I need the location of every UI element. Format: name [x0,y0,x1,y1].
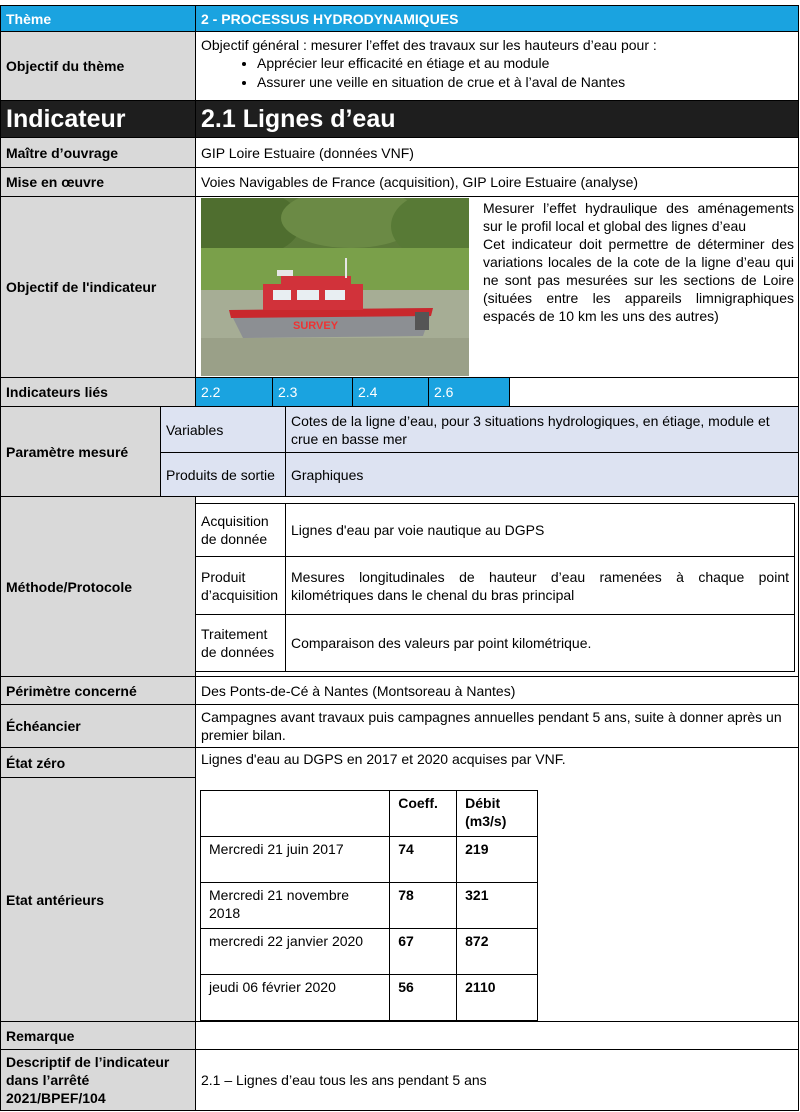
table-cell-coeff: 74 [390,837,457,883]
objectif-theme-bullets [201,54,793,92]
indicateur-lie-link[interactable]: 2.2 [195,377,273,407]
table-cell-coeff: 67 [390,929,457,975]
table-cell-coeff: 56 [390,975,457,1021]
table-row [201,837,538,883]
perimetre-value: Des Ponts-de-Cé à Nantes (Montsoreau à Nantes) [195,676,799,705]
mise-en-oeuvre-value: Voies Navigables de France (acquisition), GIP Loire Estuaire (analyse) [195,167,799,197]
variables-value: Cotes de la ligne d’eau, pour 3 situations hydrologiques, en étiage, module et crue en basse mer [285,406,799,453]
objectif-indicateur-para2: Cet indicateur doit permettre de déterminer des variations locales de la cote de la ligne d’eau qui ne sont pas mesurées sur les sections de Loire (situées entre les appareils limnigraphiques espacés de 10 km les uns des autres) [483,236,794,324]
survey-boat-lettering: SURVEY [293,320,339,332]
remarque-label: Remarque [0,1021,196,1050]
descriptif-value: 2.1 – Lignes d’eau tous les ans pendant 5 ans [195,1049,799,1111]
table-row [201,883,538,929]
theme-label: Thème [0,5,196,32]
table-header-cell: Débit (m3/s) [457,791,538,837]
descriptif-label: Descriptif de l’indicateur dans l’arrêté 2021/BPEF/104 [0,1049,196,1111]
table-cell-coeff: 78 [390,883,457,929]
objectif-indicateur-text [483,199,794,325]
methode-row-label: Traitement de données [195,614,286,672]
methode-row-value: Mesures longitudinales de hauteur d’eau ramenées à chaque point kilométriques dans le chenal du bras principal [285,556,795,615]
methode-row-label: Produit d’acquisition [195,556,286,615]
indicateur-label: Indicateur [0,100,196,138]
table-row [201,929,538,975]
table-cell-date: jeudi 06 février 2020 [201,975,390,1021]
objectif-indicateur-label: Objectif de l'indicateur [0,196,196,378]
objectif-theme-bullet: • Apprécier leur efficacité en étiage et au module [257,54,793,73]
objectif-theme-bullet: • Assurer une veille en situation de crue et à l’aval de Nantes [257,73,793,92]
echeancier-label: Échéancier [0,704,196,748]
table-cell-debit: 2110 [457,975,538,1021]
etat-anterieurs-table [200,790,538,1021]
parametre-label: Paramètre mesuré [0,406,161,497]
table-header-cell: Coeff. [390,791,457,837]
methode-row-value: Lignes d'eau par voie nautique au DGPS [285,503,795,557]
table-row [201,975,538,1021]
maitre-ouvrage-value: GIP Loire Estuaire (données VNF) [195,137,799,168]
mise-en-oeuvre-label: Mise en œuvre [0,167,196,197]
table-cell-date: mercredi 22 janvier 2020 [201,929,390,975]
table-header-cell [201,791,390,837]
indicateurs-lies-label: Indicateurs liés [0,377,196,407]
objectif-indicateur-para1: Mesurer l’effet hydraulique des aménagements sur le profil local et global des lignes d’eau [483,200,794,234]
indicateur-lie-link[interactable]: 2.4 [352,377,429,407]
objectif-indicateur-cell [195,196,799,378]
objectif-theme-intro: Objectif général : mesurer l’effet des travaux sur les hauteurs d’eau pour : [201,37,657,53]
table-cell-debit: 872 [457,929,538,975]
table-cell-debit: 219 [457,837,538,883]
etat-anterieurs-label: Etat antérieurs [0,777,196,1022]
methode-label: Méthode/Protocole [0,496,196,677]
produits-value: Graphiques [285,452,799,497]
table-cell-date: Mercredi 21 juin 2017 [201,837,390,883]
table-cell-debit: 321 [457,883,538,929]
etat-zero-value: Lignes d'eau au DGPS en 2017 et 2020 acquises par VNF. [201,751,566,767]
methode-row-value: Comparaison des valeurs par point kilométrique. [285,614,795,672]
survey-boat-photo [201,198,469,376]
produits-label: Produits de sortie [160,452,286,497]
table-header-row [201,791,538,837]
table-cell-date: Mercredi 21 novembre 2018 [201,883,390,929]
methode-row-label: Acquisition de donnée [195,503,286,557]
indicateurs-lies-empty [509,377,799,407]
etat-zero-label: État zéro [0,747,196,778]
objectif-theme-cell [195,31,799,101]
indicateur-value: 2.1 Lignes d’eau [195,100,799,138]
indicateur-lie-link[interactable]: 2.6 [428,377,510,407]
echeancier-value: Campagnes avant travaux puis campagnes annuelles pendant 5 ans, suite à donner après un premier bilan. [195,704,799,748]
objectif-theme-label: Objectif du thème [0,31,196,101]
maitre-ouvrage-label: Maître d’ouvrage [0,137,196,168]
remarque-value [195,1021,799,1050]
theme-value: 2 - PROCESSUS HYDRODYNAMIQUES [195,5,799,32]
variables-label: Variables [160,406,286,453]
perimetre-label: Périmètre concerné [0,676,196,705]
indicateur-lie-link[interactable]: 2.3 [272,377,353,407]
